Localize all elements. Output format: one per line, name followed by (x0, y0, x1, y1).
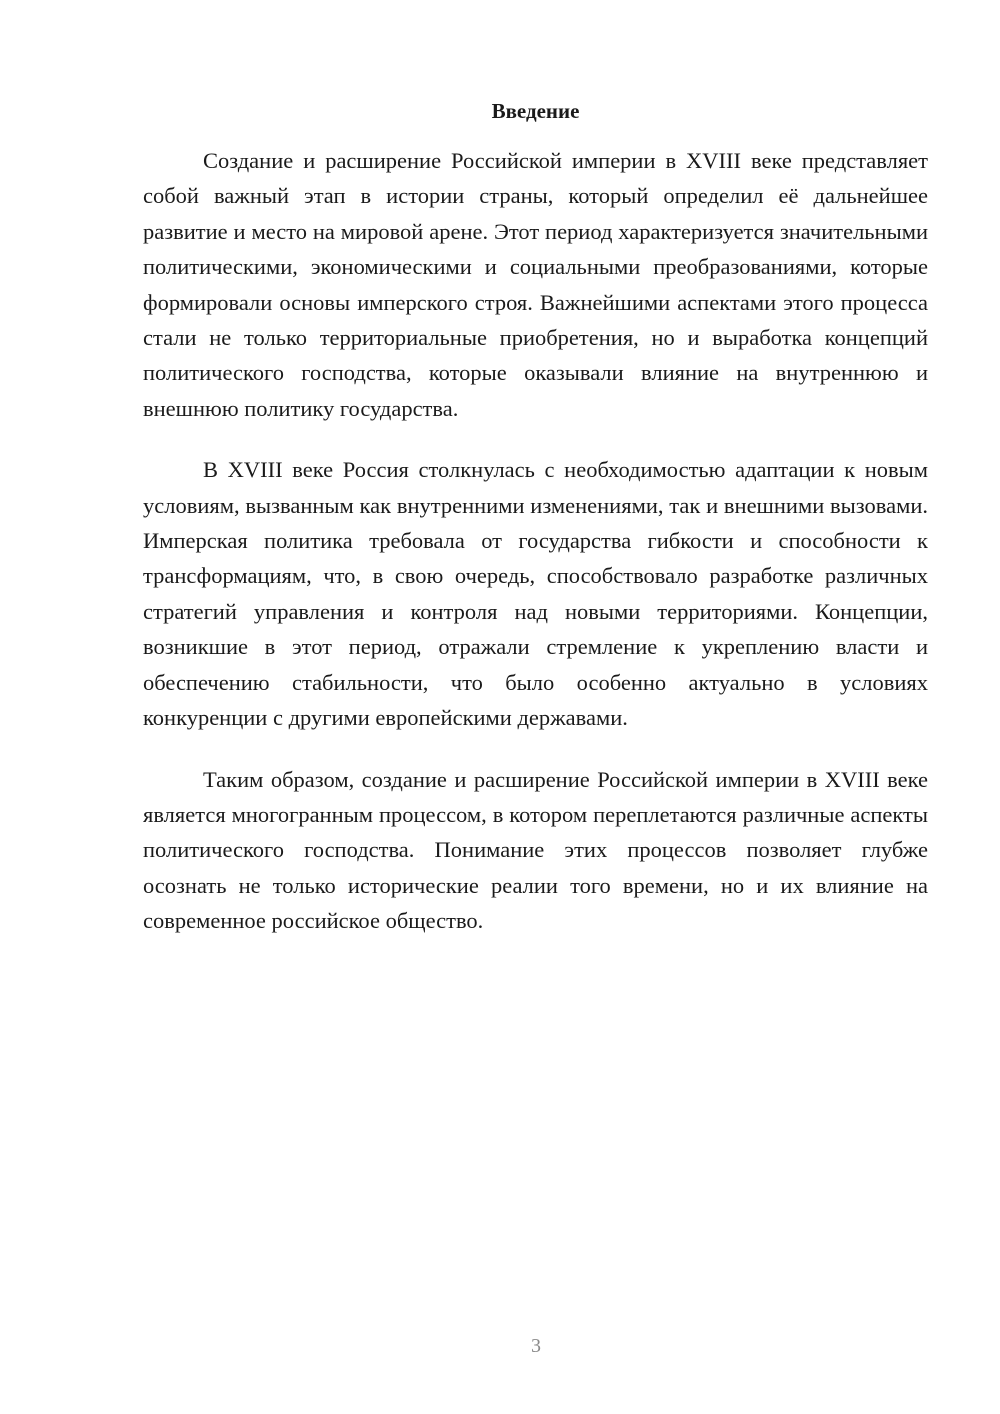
page-number: 3 (531, 1335, 541, 1357)
paragraph-1: Создание и расширение Российской империи в XVIII веке представляет собой важный этап в истории страны, который определил её дальнейшее развитие и место на мировой арене. Этот период характеризуется значительными политическими, экономическими и социальными преобразованиями, которые формировали основы имперского строя. Важнейшими аспектами этого процесса стали не только территориальные приобретения, но и выработка концепций политического господства, которые оказывали влияние на внутреннюю и внешнюю политику государства. (143, 148, 928, 421)
body-text (143, 143, 928, 965)
page-title: Введение (491, 99, 580, 123)
paragraph-2: В XVIII веке Россия столкнулась с необходимостью адаптации к новым условиям, вызванным как внутренними изменениями, так и внешними вызовами. Имперская политика требовала от государства гибкости и способности к трансформациям, что, в свою очередь, способствовало разработке различных стратегий управления и контроля над новыми территориями. Концепции, возникшие в этот период, отражали стремление к укреплению власти и обеспечению стабильности, что было особенно актуально в условиях конкуренции с другими европейскими державами. (143, 457, 928, 731)
paragraph-3: Таким образом, создание и расширение Российской империи в XVIII веке является многогранным процессом, в котором переплетаются различные аспекты политического господства. Понимание этих процессов позволяет глубже осознать не только исторические реалии того времени, но и их влияние на современное российское общество. (143, 766, 928, 934)
